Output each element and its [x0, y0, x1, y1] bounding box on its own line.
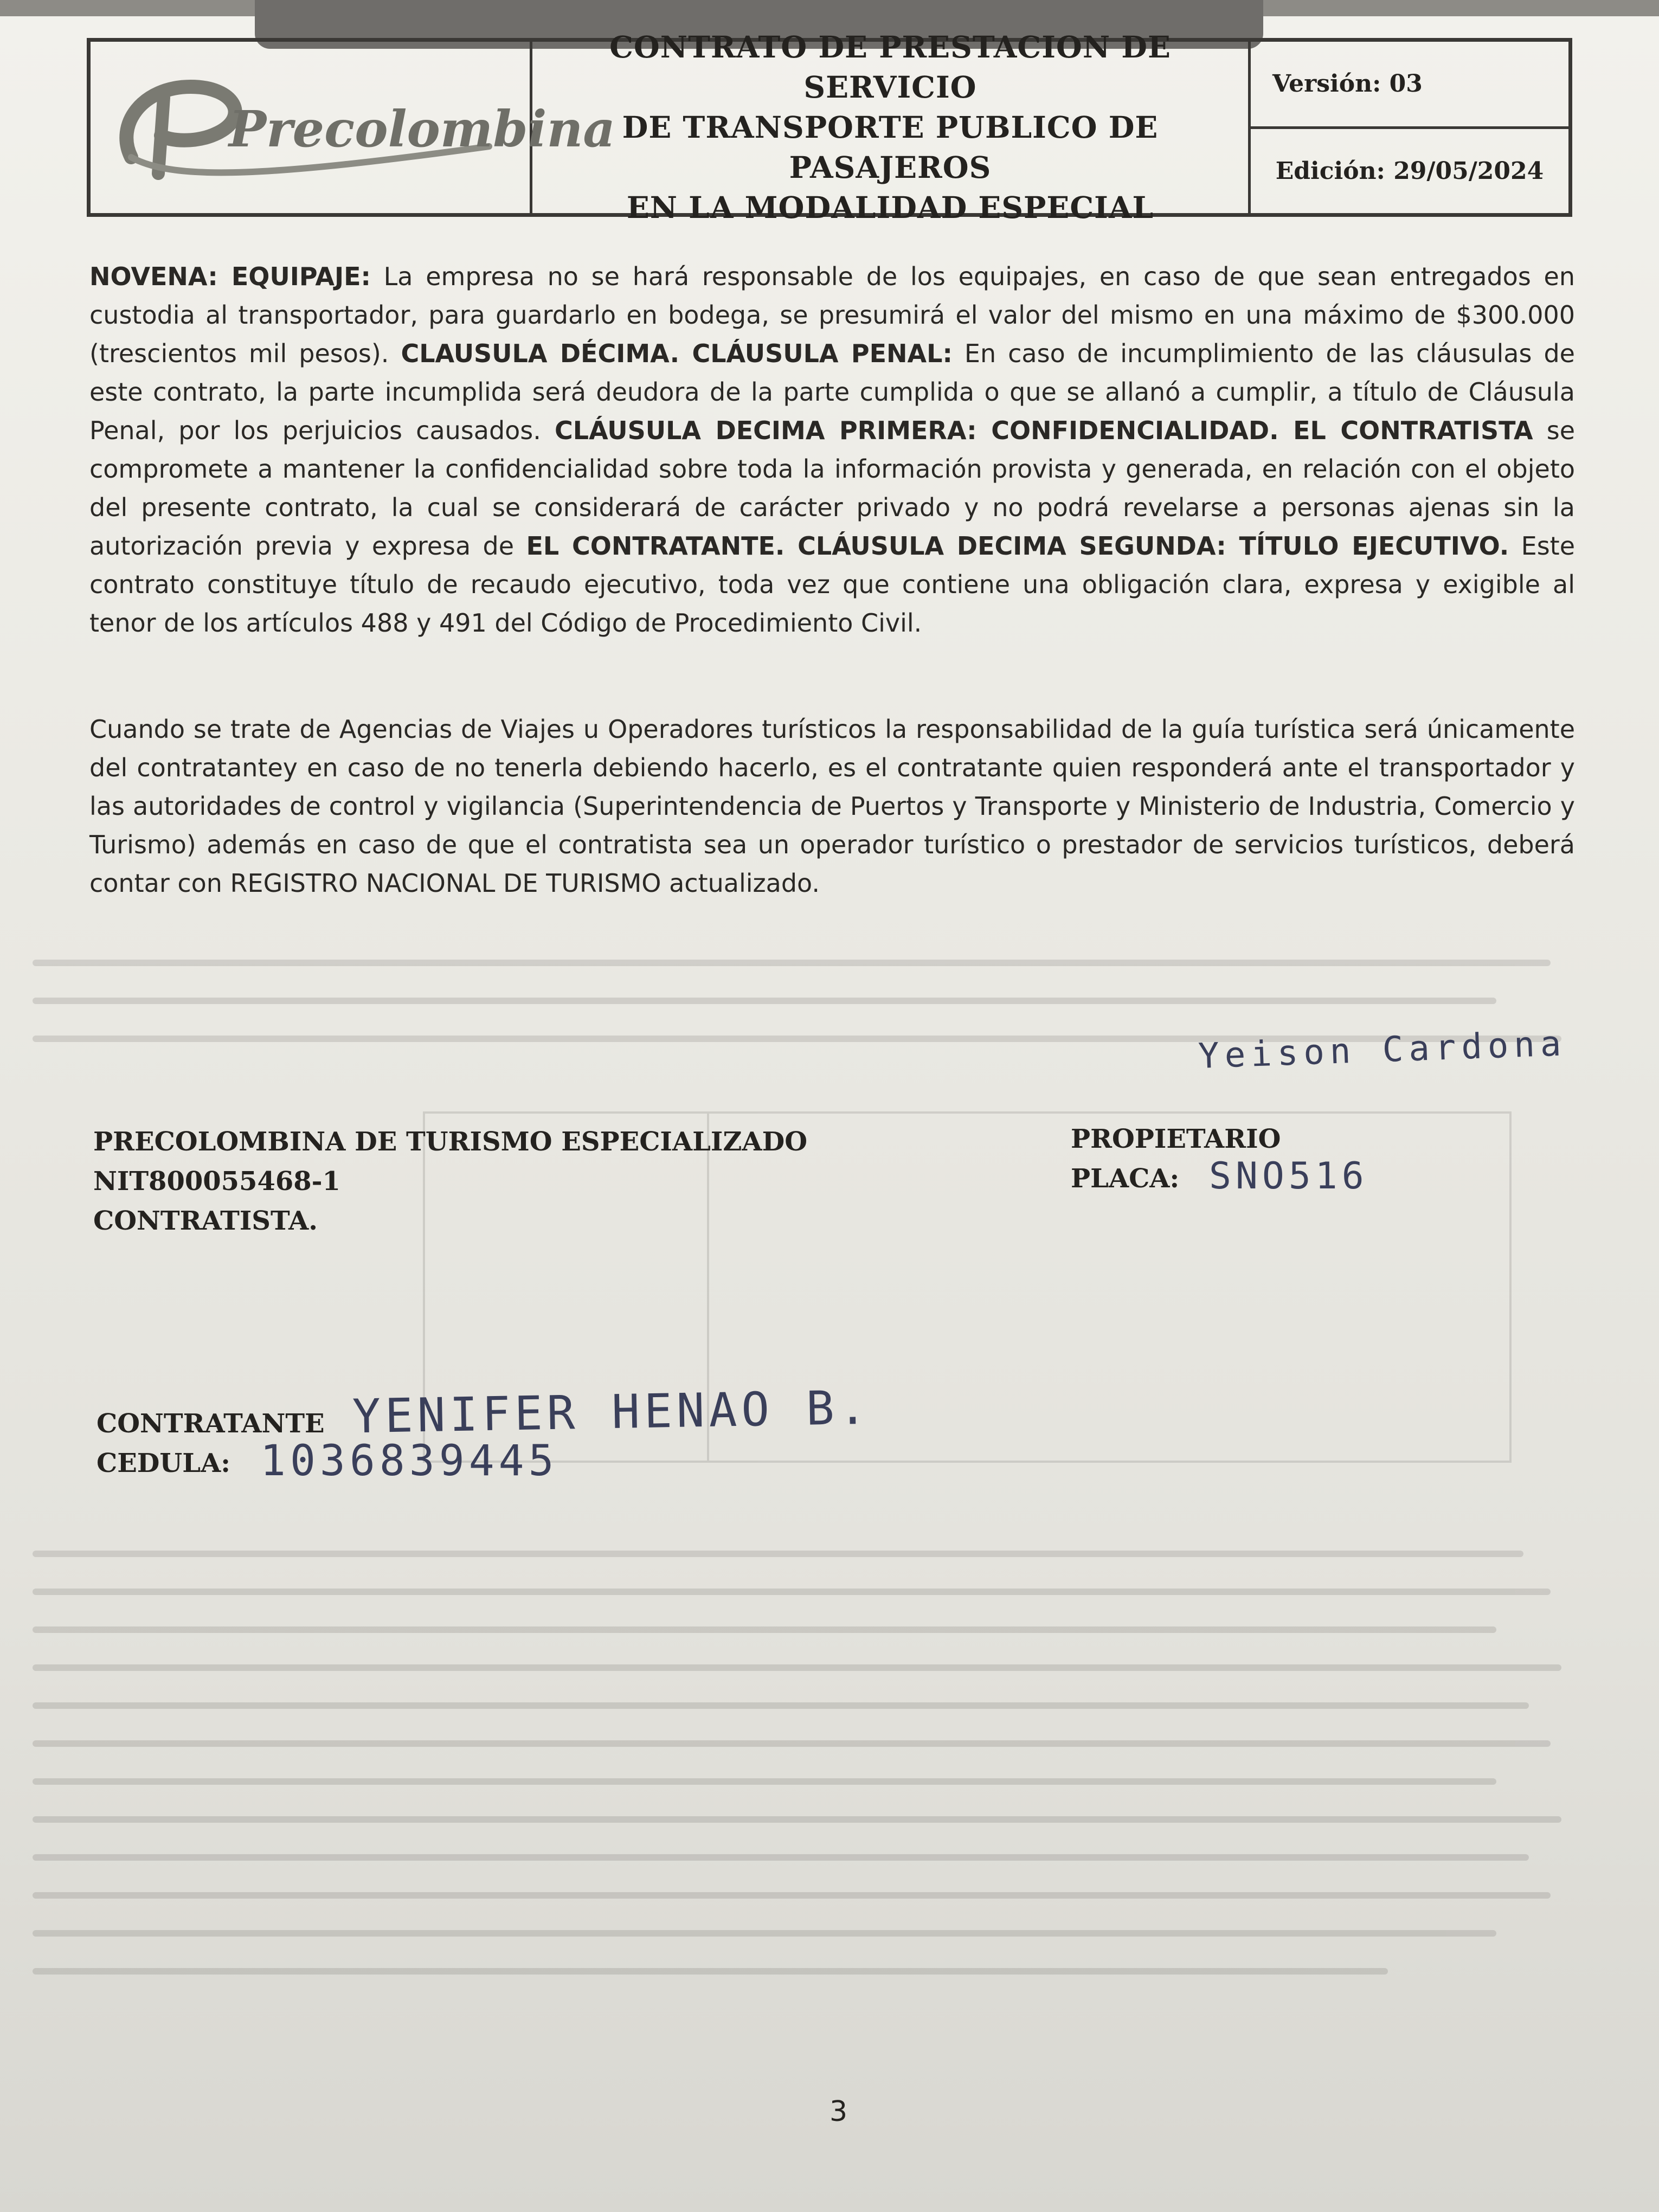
company-nit: NIT800055468-1: [93, 1166, 340, 1197]
contractor-block: [93, 1122, 807, 1241]
clause-10-text: En caso de incumplimiento de las cláusulas de este contrato, la parte incumplida será deudora de la parte cumplida o que se allanó a cumplir, a título de Cláusula Penal, por los perjuicios causados.: [89, 339, 1575, 445]
plate-label: PLACA:: [1071, 1163, 1180, 1194]
title-line-2: DE TRANSPORTE PUBLICO DE PASAJEROS: [622, 110, 1159, 185]
version-value: 03: [1389, 70, 1423, 98]
edition-label: Edición:: [1275, 157, 1385, 185]
company-logo: [91, 42, 615, 213]
document-meta: [1251, 42, 1568, 213]
title-line-1: CONTRATO DE PRESTACION DE SERVICIO: [609, 29, 1171, 105]
edition-value: 29/05/2024: [1393, 157, 1544, 185]
title-line-3: EN LA MODALIDAD ESPECIAL: [626, 190, 1154, 225]
clause-11-heading: CLÁUSULA DECIMA PRIMERA: CONFIDENCIALIDAD. EL CONTRATISTA: [555, 416, 1533, 445]
clause-9-text: La empresa no se hará responsable de los equipajes, en caso de que sean entregados en custodia al transportador, para guardarlo en bodega, se presumirá el valor del mismo en una máximo de $300.000 (trescientos mil pesos).: [89, 262, 1575, 368]
client-id: 1036839445: [260, 1437, 558, 1486]
version-label: Versión:: [1272, 70, 1381, 98]
plate-value: SNO516: [1209, 1155, 1368, 1198]
edition-row: [1251, 126, 1568, 214]
owner-signature: Yeison Cardona: [1197, 1024, 1567, 1077]
company-name: PRECOLOMBINA DE TURISMO ESPECIALIZADO: [93, 1127, 808, 1157]
logo-text: Precolombina: [229, 100, 615, 158]
logo-script-icon: [110, 65, 615, 190]
client-label: CONTRATANTE: [97, 1409, 325, 1439]
bleed-through-texture: [33, 949, 1605, 2044]
document-header: [87, 29, 1572, 225]
page-number: 3: [829, 2095, 848, 2128]
owner-label: PROPIETARIO: [1071, 1124, 1281, 1154]
clause-9-heading: NOVENA: EQUIPAJE:: [89, 262, 371, 291]
contractor-role: CONTRATISTA.: [93, 1206, 318, 1236]
document-page: [0, 16, 1659, 2212]
contract-title: [532, 29, 1251, 225]
clause-10-heading: CLAUSULA DÉCIMA. CLÁUSULA PENAL:: [401, 339, 953, 368]
clause-12-heading: EL CONTRATANTE. CLÁUSULA DECIMA SEGUNDA: TÍTULO EJECUTIVO.: [526, 531, 1509, 561]
clause-12-text: Este contrato constituye título de recaudo ejecutivo, toda vez que contiene una obligación clara, expresa y exigible al tenor de los artículos 488 y 491 del Código de Procedimiento Civil.: [89, 531, 1575, 638]
tourism-paragraph: Cuando se trate de Agencias de Viajes u Operadores turísticos la responsabilidad de la guía turística será únicamente del contratantey en caso de no tenerla debiendo hacerlo, es el contratante quien responderá ante el transportador y las autoridades de control y vigilancia (Superintendencia de Puertos y Transporte y Ministerio de Industria, Comercio y Turismo) además en caso de que el contratista sea un operador turístico o prestador de servicios turísticos, deberá contar con REGISTRO NACIONAL DE TURISMO actualizado.: [89, 715, 1575, 898]
version-row: [1251, 42, 1568, 126]
clause-11-text: se compromete a mantener la confidencialidad sobre toda la información provista y generada, en relación con el objeto del presente contrato, la cual se considerará de carácter privado y no podrá revelarse a personas ajenas sin la autorización previa y expresa de: [89, 416, 1576, 561]
clauses-paragraph: [89, 258, 1575, 642]
id-label: CEDULA:: [97, 1448, 230, 1478]
client-name: YENIFER HENAO B.: [352, 1380, 872, 1444]
